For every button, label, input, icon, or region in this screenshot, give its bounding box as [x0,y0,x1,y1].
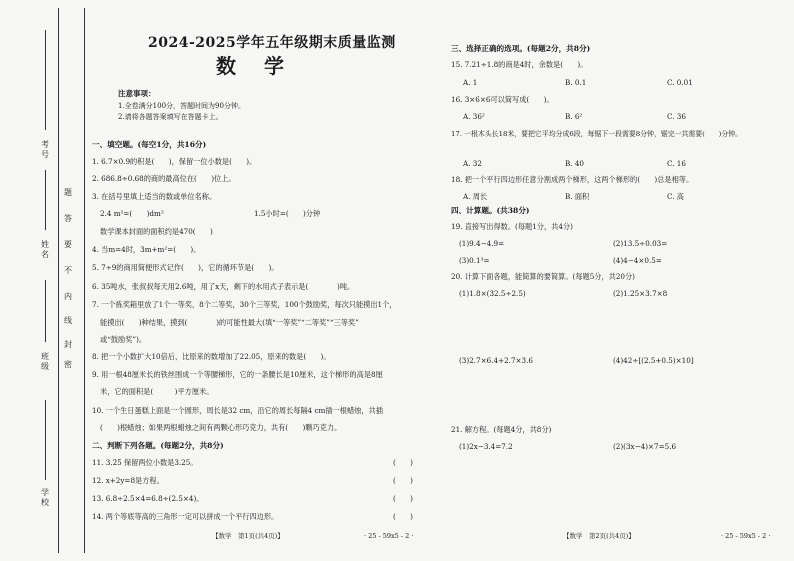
question-3: 3. 在括号里填上适当的数或单位名称。 [92,192,217,201]
question-11: 11. 3.2̇5̇ 保留两位小数是3.25。 [92,458,198,467]
page-2 [447,0,794,561]
warning-char: 要 [64,240,72,249]
label-exam-number: 考号 [41,140,49,159]
option-b: B. 6² [565,112,583,121]
option-a: A. 周长 [463,192,488,201]
question-9-line1: 9. 用一根48厘米长的铁丝围成一个等腰梯形，它的一条腰长是10厘米，这个梯形的高是8厘 [92,370,383,379]
question-18: 18. 把一个平行四边形任意分割成两个梯形，这两个梯形的( )总是相等。 [451,175,694,184]
answer-paren: ( ) [393,494,413,503]
notice-item: 2.请将各题答案填写在答题卡上。 [118,113,223,121]
blank-name [45,170,46,230]
question-15: 15. 7.21÷1.8的商是4时，余数是( )。 [451,60,588,69]
section-fill-in: 一、填空题。(每空1分，共16分) [92,140,207,149]
answer-paren: ( ) [393,476,413,485]
page-footer: 【数学 第1页(共4页)】 [212,532,284,540]
page-1 [88,0,440,561]
page-code: · 25 - 59x5 - 2 · [364,532,414,540]
warning-char: 题 [64,188,72,197]
option-a: A. 32 [463,159,482,168]
label-school: 学校 [41,488,49,507]
page-code: · 25 - 59x5 - 2 · [721,532,771,540]
notice-item: 1.全卷满分100分，答题时间为90分钟。 [118,102,245,110]
label-name: 姓名 [41,240,49,259]
warning-char: 答 [64,214,72,223]
question-10-line1: 10. 一个生日蛋糕上面是一个圆形，周长是32 cm，沿它的周长每隔4 cm插一根蜡烛，共插 [92,406,383,415]
binding-line-outer [58,8,59,553]
blank-exam-number [45,30,46,130]
option-b: B. 40 [565,159,584,168]
question-8: 8. 把一个小数扩大10倍后，比原来的数增加了22.05，原来的数是( )。 [92,352,331,361]
section-judge: 二、判断下列各题。(每题2分，共8分) [92,441,224,450]
option-a: A. 36² [463,112,485,121]
question-21: 21. 解方程。(每题4分，共8分) [451,425,552,434]
answer-paren: ( ) [393,512,413,521]
question-16: 16. 3×6×6可以简写成( )。 [451,95,554,104]
question-3a: 2.4 m²=( )dm² [100,209,164,218]
calc-item: (2)1.25×3.7×8 [613,289,668,298]
option-b: B. 0.1 [565,78,587,87]
subject-title: 数学 [216,54,312,78]
question-3b: 1.5小时=( )分钟 [254,209,321,218]
section-choice: 三、选择正确的选项。(每题2分，共8分) [451,44,591,53]
option-a: A. 1 [463,78,478,87]
calc-item: (3)2.7×6.4+2.7×3.6 [459,356,533,365]
question-17: 17. 一根木头长18米，要把它平均分成6段，每锯下一段需要8分钟，锯完一共需要( )分钟。 [451,130,743,138]
blank-class [45,280,46,342]
option-c: C. 高 [667,192,684,201]
equation-item: (2)(3x−4)×7=5.6 [613,442,677,451]
calc-item: (3)0.1³= [459,256,490,265]
option-c: C. 16 [667,159,686,168]
question-12: 12. x+2y=8是方程。 [92,476,164,485]
calc-item: (1)9.4−4.9= [459,239,505,248]
question-1: 1. 6.7×0.9的积是( )，保留一位小数是( )。 [92,157,257,166]
question-9-line2: 米，它的面积是( )平方厘米。 [100,387,214,396]
question-20: 20. 计算下面各题，能简算的要简算。(每题5分，共20分) [451,272,635,281]
exam-title: 2024-2025学年五年级期末质量监测 [148,35,396,51]
question-10-line2: ( )根蜡烛；如果两根蜡烛之间有两颗心形巧克力，共有( )颗巧克力。 [100,423,342,432]
label-class: 班级 [41,352,49,371]
answer-paren: ( ) [393,458,413,467]
question-6: 6. 35吨水，张叔叔每天用2.6吨，用了x天，剩下的水用式子表示是( )吨。 [92,282,355,291]
binding-strip [0,0,88,561]
warning-char: 不 [64,266,72,275]
equation-item: (1)2x−3.4=7.2 [459,442,513,451]
question-7-line1: 7. 一个拣奖箱里放了1个一等奖，8个二等奖，30个三等奖，100个鼓励奖，每次只能摸出1个， [92,300,397,309]
question-19: 19. 直接写出得数。(每题1分，共4分) [451,222,573,231]
option-b: B. 面积 [565,192,590,201]
question-3c: 数学课本封面的面积约是470( ) [100,227,213,236]
section-calculation: 四、计算题。(共38分) [451,206,530,215]
option-c: C. 36 [667,112,686,121]
question-14: 14. 两个等底等高的三角形一定可以拼成一个平行四边形。 [92,512,279,521]
question-5: 5. 7÷9的商用简便形式记作( )，它的循环节是( )。 [92,263,279,272]
calc-item: (4)42÷[(2.5+0.5)×10] [613,356,694,365]
warning-char: 线 [64,316,72,325]
question-13: 13. 6.8÷2.5×4=6.8÷(2.5×4)。 [92,494,204,503]
binding-line-inner [84,8,85,553]
calc-item: (4)4−4×0.5= [613,256,662,265]
notice-title: 注意事项： [118,89,156,98]
calc-item: (1)1.8×(32.5÷2.5) [459,289,526,298]
question-4: 4. 当m=4时，3m+m²=( )。 [92,245,201,254]
option-c: C. 0.01 [667,78,693,87]
warning-char: 内 [64,292,72,301]
question-7-line2: 能摸出( )种结果，摸到( )的可能性最大(填“一等奖”“二等奖”“三等奖” [100,318,359,327]
question-7-line3: 或“鼓励奖”)。 [100,335,147,344]
warning-char: 密 [64,360,72,369]
page-footer: 【数学 第2页(共4页)】 [563,532,635,540]
warning-char: 封 [64,340,72,349]
blank-school [45,400,46,480]
question-2: 2. 686.8÷0.68的商的最高位在( )位上。 [92,174,236,183]
calc-item: (2)13.5÷0.03= [613,239,668,248]
